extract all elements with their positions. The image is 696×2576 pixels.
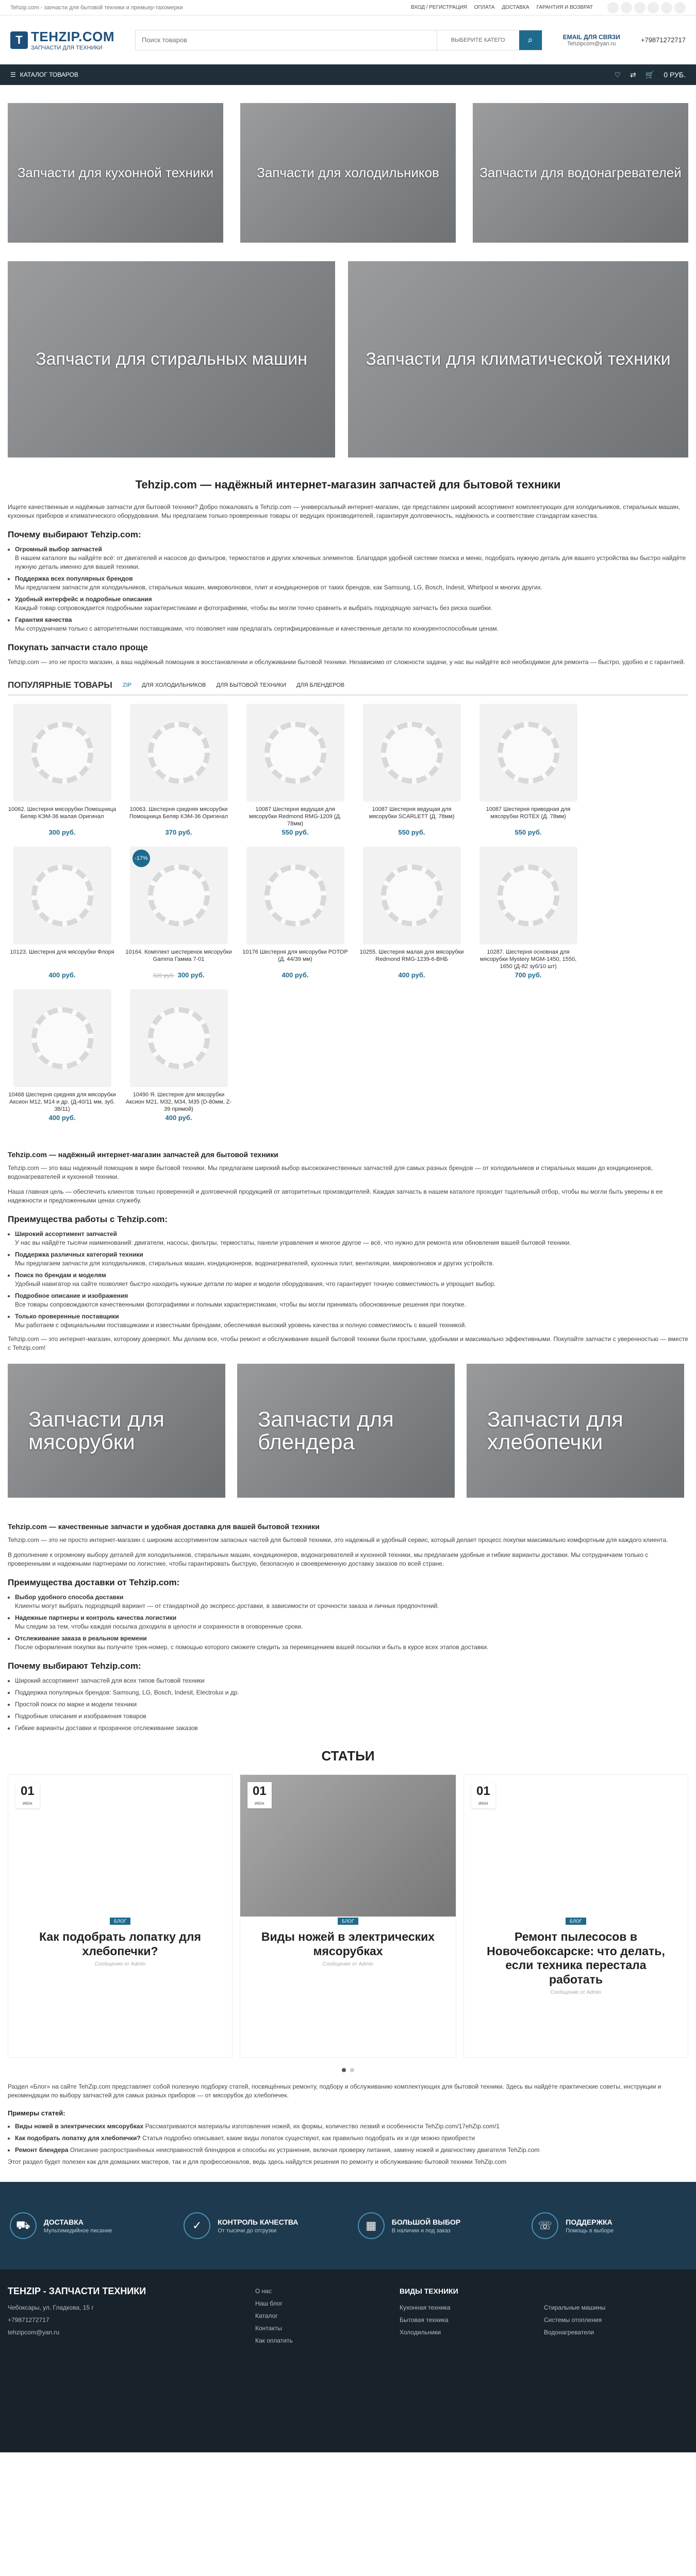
product-price: 300 руб. <box>48 828 76 836</box>
category-fridges[interactable] <box>240 103 456 243</box>
facebook-icon[interactable] <box>607 2 619 13</box>
article-meta: Сообщение от Admin <box>550 1990 602 1996</box>
old-price: 320 руб. <box>153 973 175 979</box>
logo[interactable] <box>10 29 114 51</box>
article-tag[interactable]: БЛОГ <box>110 1918 130 1925</box>
footer-address: Чебоксары, ул. Гладкова, 15 г <box>8 2304 94 2311</box>
product-name[interactable]: 10063. Шестерня средняя мясорубки Помощница Беляр КЭМ-36 Оригинал <box>129 806 228 820</box>
telegram-icon[interactable] <box>674 2 686 13</box>
footer <box>0 2269 696 2452</box>
about-paragraph: Наша главная цель — обеспечить клиентов только проверенной и долговечной продукцией от авторитетных производителей. Каждая запчасть в нашем каталоге проходит тщательный отбор, чтобы вы могли быть уверены в ее надежности и предложенными ценах служебу. <box>8 1188 663 1204</box>
category-climate[interactable] <box>348 261 688 457</box>
feature-quality: ✓ КОНТРОЛЬ КАЧЕСТВА От тысячи до отгрузки <box>184 2212 338 2239</box>
email-label: EMAIL ДЛЯ СВЯЗИ <box>562 33 620 41</box>
list-item: • Выбор удобного способа доставки Клиенты могут выбрать подходящий вариант — от стандартной до экспресс-доставки, в зависимости от срочности заказа и личных предпочтений. <box>15 1593 688 1611</box>
main-nav <box>0 64 696 85</box>
article-card[interactable] <box>240 1774 456 2058</box>
carousel-dot[interactable] <box>342 2068 346 2072</box>
phone-icon: ☏ <box>532 2212 558 2239</box>
footer-link[interactable]: Холодильники <box>400 2329 441 2336</box>
category-label: Запчасти для стиральных машин <box>36 349 308 369</box>
product-image[interactable] <box>246 704 344 802</box>
why-heading: Почему выбирают Tehzip.com: <box>8 530 141 539</box>
article-meta: Сообщение от Admin <box>94 1961 146 1968</box>
blog-paragraph: Раздел «Блог» на сайте TehZip.com представляет собой полезную подборку статей, посвящённых ремонту, подбору и обслуживанию комплектующих для бытовой техники. Здесь вы найдёте практические советы, инструкции и рекомендации по выбору запчастей для самых разных приборов — от мясорубок до хлебопечек. <box>8 2083 661 2099</box>
feature-delivery: ⛟ ДОСТАВКА Мультимедийное писание <box>10 2212 164 2239</box>
why-heading-2: Почему выбирают Tehzip.com: <box>8 1661 141 1671</box>
footer-link[interactable]: Кухонная техника <box>400 2304 451 2311</box>
banner-bread-maker[interactable]: Запчасти для хлебопечки <box>467 1364 684 1498</box>
email-icon[interactable] <box>634 2 645 13</box>
list-item: • Виды ножей в электрических мясорубках Рассматриваются материалы изготовления ножей, их формы, количество лезвий и особенности TehZip.com/17ehZip.com/1 <box>15 2122 688 2131</box>
product-name[interactable]: 10176 Шестерня для мясорубки РОТОР (Д. 44/39 мм) <box>242 949 348 962</box>
product-grid <box>0 696 696 1126</box>
footer-types-2 <box>544 2285 657 2437</box>
footer-link[interactable]: Наш блог <box>255 2300 283 2307</box>
product-price: 700 руб. <box>515 971 542 979</box>
catalog-label: КАТАЛОГ ТОВАРОВ <box>20 71 78 78</box>
blog-list <box>8 2122 688 2155</box>
product-image[interactable] <box>363 704 461 802</box>
footer-phone[interactable]: +79871272717 <box>8 2316 49 2324</box>
wishlist-icon[interactable]: ♡ <box>614 70 621 79</box>
tab-blenders[interactable]: ДЛЯ БЛЕНДЕРОВ <box>296 682 345 688</box>
list-item: • Гарантия качества Мы сотрудничаем только с авторитетными поставщиками, что позволяет нам предлагать сертифицированные и качественные детали по конкурентоспособным ценам. <box>15 616 688 633</box>
footer-link[interactable]: Водонагреватели <box>544 2329 594 2336</box>
footer-link[interactable]: Системы отопления <box>544 2316 602 2324</box>
tab-appliances[interactable]: ДЛЯ БЫТОВОЙ ТЕХНИКИ <box>216 682 286 688</box>
article-title[interactable]: Виды ножей в электрических мясорубках <box>261 1930 435 1958</box>
article-card[interactable] <box>463 1774 688 2058</box>
category-label: Запчасти для климатической техники <box>366 349 671 369</box>
delivery-paragraph: В дополнение к огромному выбору деталей для холодильников, стиральных машин, кондиционеров, водонагревателей и кухонной техники, мы предлагаем удобные и гибкие варианты доставки. Мы сотрудничаем только с проверенными и надежными партнерами по логистике, чтобы гарантировать быструю, безопасную и своевременную доставку заказов по всей стране. <box>8 1551 649 1567</box>
product-image[interactable] <box>246 846 344 944</box>
advantages-list <box>8 1230 688 1330</box>
product-name[interactable]: 10490 Я. Шестерня для мясорубки Аксион М21, М32, М34, М35 (D-80мм, Z-39 прямой) <box>125 1092 232 1112</box>
footer-link[interactable]: Стиральные машины <box>544 2304 606 2311</box>
intro-section <box>0 478 696 667</box>
articles-heading: СТАТЬИ <box>321 1748 375 1764</box>
product-image[interactable] <box>130 704 228 802</box>
products-heading: ПОПУЛЯРНЫЕ ТОВАРЫ <box>8 680 112 690</box>
nav-icons <box>615 71 686 79</box>
footer-link[interactable]: Каталог <box>255 2312 278 2319</box>
product-price: 320 руб. 300 руб. <box>153 971 205 979</box>
top-links <box>411 2 686 13</box>
product-name[interactable]: 10087 Шестерня ведущая для мясорубки Redmond RMG-1209 (Д. 78мм) <box>249 806 341 827</box>
category-label: Запчасти для кухонной техники <box>17 165 214 181</box>
search-button[interactable] <box>519 30 542 50</box>
product-tabs <box>8 680 688 696</box>
payment-link[interactable]: ОПЛАТА <box>474 5 495 10</box>
banner-row <box>0 1359 696 1513</box>
category-kitchen[interactable] <box>8 103 223 243</box>
list-item: • Поддержка популярных брендов: Samsung, LG, Bosch, Indesit, Electrolux и др. <box>15 1688 688 1697</box>
footer-link[interactable]: Как оплатить <box>255 2337 293 2344</box>
list-item: • Широкий ассортимент запчастей У нас вы найдёте тысячи наименований: двигатели, насосы, фильтры, термостаты, панели управления и многое другое — всё, что нужно для ремонта или обновления вашей бытовой техники. <box>15 1230 688 1247</box>
header <box>0 15 696 64</box>
product-image[interactable] <box>13 989 111 1087</box>
product-card[interactable] <box>124 989 233 1126</box>
footer-brand <box>8 2285 224 2437</box>
footer-types <box>400 2285 513 2437</box>
check-icon: ✓ <box>184 2212 210 2239</box>
product-name[interactable]: 10087 Шестерня ведущая для мясорубки SCARLETT (Д. 78мм) <box>369 806 455 820</box>
product-image[interactable] <box>479 704 577 802</box>
product-name[interactable]: 10287. Шестерня основная для мясорубки Mystery MGM-1450, 1550, 1650 (Д-82 зуб/10 шт) <box>479 949 577 970</box>
product-card[interactable] <box>241 846 350 983</box>
footer-link[interactable]: О нас <box>255 2287 272 2295</box>
list-item: • Поддержка всех популярных брендов Мы предлагаем запчасти для холодильников, стиральных машин, микроволновок, плит и кондиционеров от таких брендов, как Samsung, LG, Bosch, Indesit, Whirlpool и многих других. <box>15 574 688 592</box>
discount-badge: -17% <box>132 850 150 867</box>
footer-brand-name: TEHZIP - ЗАПЧАСТИ ТЕХНИКИ <box>8 2286 146 2296</box>
product-price: 370 руб. <box>165 828 192 836</box>
phone-number[interactable]: +79871272717 <box>640 36 686 44</box>
article-tag[interactable]: БЛОГ <box>338 1918 358 1925</box>
product-price: 400 руб. <box>281 971 309 979</box>
product-image[interactable] <box>13 704 111 802</box>
footer-menu <box>255 2285 369 2437</box>
category-label: Запчасти для водонагревателей <box>479 165 682 181</box>
product-name[interactable]: 10123. Шестерня для мясорубки Флоря <box>10 949 114 955</box>
list-item: • Широкий ассортимент запчастей для всех типов бытовой техники <box>15 1676 688 1685</box>
linkedin-icon[interactable] <box>661 2 672 13</box>
article-title[interactable]: Ремонт пылесосов в Новочебоксарске: что делать, если техника перестала работать <box>487 1930 665 1986</box>
product-price: 400 руб. <box>398 971 425 979</box>
delivery-list <box>8 1593 688 1652</box>
list-item: • Надежные партнеры и контроль качества логистики Мы следим за тем, чтобы каждая посылка доходила в целости и сохранности в оговоренные сроки. <box>15 1614 688 1631</box>
list-item: • Поиск по брендам и моделям Удобный навигатор на сайте позволяет быстро находить нужные детали по марке и модели оборудования, что гарантирует точную совместимость и упрощает выбор. <box>15 1271 688 1289</box>
brand-name: TEHZIP.COM <box>31 29 114 44</box>
search-bar <box>135 30 542 50</box>
footer-email[interactable]: tehzipcom@yan.ru <box>8 2329 60 2336</box>
easy-heading: Покупать запчасти стало проще <box>8 642 148 652</box>
category-washing-machines[interactable] <box>8 261 335 457</box>
list-item: • Подробные описания и изображения товаров <box>15 1712 688 1721</box>
product-image[interactable] <box>130 989 228 1087</box>
product-name[interactable]: 10164. Комплект шестеренок мясорубки Gamma Гамма 7-01 <box>125 949 232 962</box>
blog-heading: Примеры статей: <box>8 2109 65 2117</box>
list-item: • Огромный выбор запчастей В нашем каталоге вы найдёте всё: от двигателей и насосов до фильтров, термостатов и других ключевых элементов. Благодаря удобной системе поиска и меню, подобрать нужную деталь для вашего устройства вы быстро найдёте нужную деталь именно для вашей техники. <box>15 545 688 571</box>
product-card[interactable] <box>8 704 117 840</box>
product-price: 550 руб. <box>515 828 542 836</box>
product-name[interactable]: 10255. Шестерня малая для мясорубки Redmond RMG-1239-6-ВHБ <box>359 949 464 962</box>
cart-total[interactable]: 0 РУБ. <box>664 71 686 79</box>
advantages-heading: Преимущества работы с Tehzip.com: <box>8 1214 168 1224</box>
email-value[interactable]: Tehzipcom@yan.ru <box>567 40 616 47</box>
product-price: 400 руб. <box>48 1114 76 1122</box>
login-link[interactable]: ВХОД / РЕГИСТРАЦИЯ <box>411 5 467 10</box>
product-card[interactable] <box>474 846 583 983</box>
delivery-paragraph: Tehzip.com — это не просто интернет-магазин с широким ассортиментом запасных частей для бытовой техники, это надежный и удобный сервис, который делает процесс покупки максимально комфортным для каждого клиента. <box>8 1536 668 1544</box>
product-image[interactable] <box>13 846 111 944</box>
brand-tagline: ЗАПЧАСТИ ДЛЯ ТЕХНИКИ <box>31 45 103 51</box>
list-item: • Только проверенные поставщики Мы работаем с официальными поставщиками и известными брендами, обеспечивая высокий уровень качества и полную совместимость с вашей техникой. <box>15 1312 688 1330</box>
product-card[interactable] <box>8 846 117 983</box>
logo-icon: T <box>10 31 28 49</box>
product-price: 550 руб. <box>281 828 309 836</box>
article-tag[interactable]: БЛОГ <box>566 1918 586 1925</box>
article-card[interactable] <box>8 1774 233 2058</box>
compare-icon[interactable]: ⇄ <box>630 70 636 79</box>
product-name[interactable]: 10062. Шестерня мясорубки Помощница Беляр КЭМ-36 малая Оригинал <box>8 806 117 820</box>
list-item: • Подробное описание и изображения Все товары сопровождаются качественными фотографиями и полными характеристиками, чтобы вы могли принимать обоснованные решения при покупке. <box>15 1292 688 1309</box>
category-grid <box>0 85 696 457</box>
footer-link[interactable]: Бытовая техника <box>400 2316 449 2324</box>
truck-icon: ⛟ <box>10 2212 37 2239</box>
search-category-select[interactable]: ВЫБЕРИТЕ КАТЕГО <box>437 30 519 50</box>
warranty-link[interactable]: ГАРАНТИЯ И ВОЗВРАТ <box>536 5 593 10</box>
social-icons <box>607 2 686 13</box>
product-image[interactable] <box>363 846 461 944</box>
product-card[interactable] <box>241 704 350 840</box>
article-title[interactable]: Как подобрать лопатку для хлебопечки? <box>39 1930 201 1958</box>
intro-paragraph: Ищете качественные и надёжные запчасти для бытовой техники? Добро пожаловать в Tehzip.com — универсальный интернет-магазин, где представлен широкий ассортимент комплектующих для холодильников, стиральных машин, кухонных приборов и климатического оборудования. Мы предлагаем только проверенные товары от ведущих производителей, гарантируя долговечность, надёжность и соответствие стандартам качества. <box>8 503 680 519</box>
article-meta: Сообщение от Admin <box>322 1961 374 1968</box>
article-date: 01 июн <box>471 1782 495 1808</box>
tab-zip[interactable]: ZIP <box>122 682 132 688</box>
about-section <box>0 1126 696 1352</box>
article-date: 01 июн <box>247 1782 272 1808</box>
carousel-dots <box>0 2068 696 2072</box>
blog-section <box>0 2082 696 2166</box>
footer-types-heading: ВИДЫ ТЕХНИКИ <box>400 2287 458 2295</box>
banner-blender[interactable]: Запчасти для блендера <box>237 1364 455 1498</box>
carousel-dot[interactable] <box>350 2068 354 2072</box>
why-list-2 <box>8 1676 688 1733</box>
search-input[interactable] <box>136 30 437 50</box>
about-paragraph: Tehzip.com — это ваш надежный помощник в мире бытовой техники. Мы предлагаем широкий выбор высококачественных запчастей для самых разных брендов — от холодильников и стиральных машин до кондиционеров, водонагревателей и кухонной техники. <box>8 1164 653 1180</box>
why-list <box>8 545 688 633</box>
product-card[interactable] <box>124 704 233 840</box>
list-item: • Поддержка различных категорий техники Мы предлагаем запчасти для холодильников, стиральных машин, кондиционеров, водонагревателей, кухонных плит, вентиляции, микроволновок и других устройств. <box>15 1250 688 1268</box>
cart-icon[interactable]: 🛒 <box>645 70 655 79</box>
feature-choice: ▦ БОЛЬШОЙ ВЫБОР В наличии и под заказ <box>358 2212 512 2239</box>
product-price: 550 руб. <box>398 828 425 836</box>
list-item: • Как подобрать лопатку для хлебопечки? Статья подробно описывает, какие виды лопаток существуют, как правильно подобрать их и где можно приобрести <box>15 2134 688 2143</box>
pinterest-icon[interactable] <box>648 2 659 13</box>
list-item: • Гибкие варианты доставки и прозрачное отслеживание заказов <box>15 1724 688 1733</box>
delivery-heading: Преимущества доставки от Tehzip.com: <box>8 1578 180 1587</box>
list-item: • Простой поиск по марке и модели техники <box>15 1700 688 1709</box>
product-name[interactable]: 10087 Шестерня приводная для мясорубки ROTEX (Д. 78мм) <box>486 806 571 820</box>
product-price: 400 руб. <box>165 1114 192 1122</box>
top-bar <box>0 0 696 15</box>
twitter-icon[interactable] <box>621 2 632 13</box>
product-card[interactable] <box>8 989 117 1126</box>
tab-fridges[interactable]: ДЛЯ ХОЛОДИЛЬНИКОВ <box>142 682 206 688</box>
menu-icon: ☰ <box>10 71 16 78</box>
banner-meat-grinder[interactable]: Запчасти для мясорубки <box>8 1364 225 1498</box>
about-closing: Tehzip.com — это интернет-магазин, которому доверяют. Мы делаем все, чтобы ремонт и обслуживание вашей бытовой техники были простыми, удобными и максимально эффективными. Покупайте запчасти с уверенностью — вместе с Tehzip.com! <box>8 1335 688 1351</box>
category-label: Запчасти для холодильников <box>257 165 439 181</box>
feature-support: ☏ ПОДДЕРЖКА Помощь в выборе <box>532 2212 686 2239</box>
list-item: • Отслеживание заказа в реальном времени После оформления покупки вы получите трек-номер, с помощью которого сможете следить за перемещением вашей посылки и быть в курсе всех этапов доставки. <box>15 1634 688 1652</box>
list-item: • Удобный интерфейс и подробные описания Каждый товар сопровождается подробными характеристиками и фотографиями, чтобы вы могли точно сравнить и выбрать подходящую запчасть без риска ошибки. <box>15 595 688 613</box>
product-card[interactable] <box>357 704 466 840</box>
product-image[interactable] <box>479 846 577 944</box>
delivery-link[interactable]: ДОСТАВКА <box>502 5 529 10</box>
list-item: • Ремонт блендера Описание распространённых неисправностей блендеров и способы их устранения, включая проверку питания, замену ножей и диагностику двигателя TehZip.com <box>15 2146 688 2155</box>
search-icon: ⌕ <box>527 35 533 45</box>
top-bar-text: Tehzip.com - запчасти для бытовой техники и премьер-тахомерки <box>10 4 183 11</box>
blog-closing: Этот раздел будет полезен как для домашних мастеров, так и для профессионалов, ведь здесь найдутся решения по ремонту и обслуживанию бытовой техники TehZip.com <box>8 2158 507 2165</box>
about-heading: Tehzip.com — надёжный интернет-магазин запчастей для бытовой техники <box>8 1150 278 1159</box>
page-title: Tehzip.com — надёжный интернет-магазин запчастей для бытовой техники <box>135 478 561 491</box>
product-name[interactable]: 10468 Шестерня средняя для мясорубки Аксион М12, М14 и др. (Д-40/11 мм, зуб. 38/11) <box>8 1092 116 1112</box>
product-price: 400 руб. <box>48 971 76 979</box>
footer-link[interactable]: Контакты <box>255 2325 282 2332</box>
delivery-section <box>0 1522 696 1733</box>
features-strip <box>0 2182 696 2269</box>
catalog-button[interactable] <box>10 71 78 78</box>
product-card[interactable] <box>357 846 466 983</box>
box-icon: ▦ <box>358 2212 385 2239</box>
product-card[interactable] <box>124 846 233 983</box>
delivery-title: Tehzip.com — качественные запчасти и удобная доставка для вашей бытовой техники <box>8 1522 320 1531</box>
articles-carousel <box>0 1774 696 2058</box>
category-water-heaters[interactable] <box>473 103 688 243</box>
article-image[interactable] <box>240 1775 456 1917</box>
contact-email <box>563 33 620 47</box>
article-date: 01 июн <box>15 1782 40 1808</box>
easy-paragraph: Tehzip.com — это не просто магазин, а ваш надёжный помощник в восстановлении и обслуживании бытовой техники. Независимо от сложности задачи, у нас вы найдёте всё необходимое для ремонта — быстро, удобно и с гарантией. <box>8 658 685 666</box>
product-card[interactable] <box>474 704 583 840</box>
